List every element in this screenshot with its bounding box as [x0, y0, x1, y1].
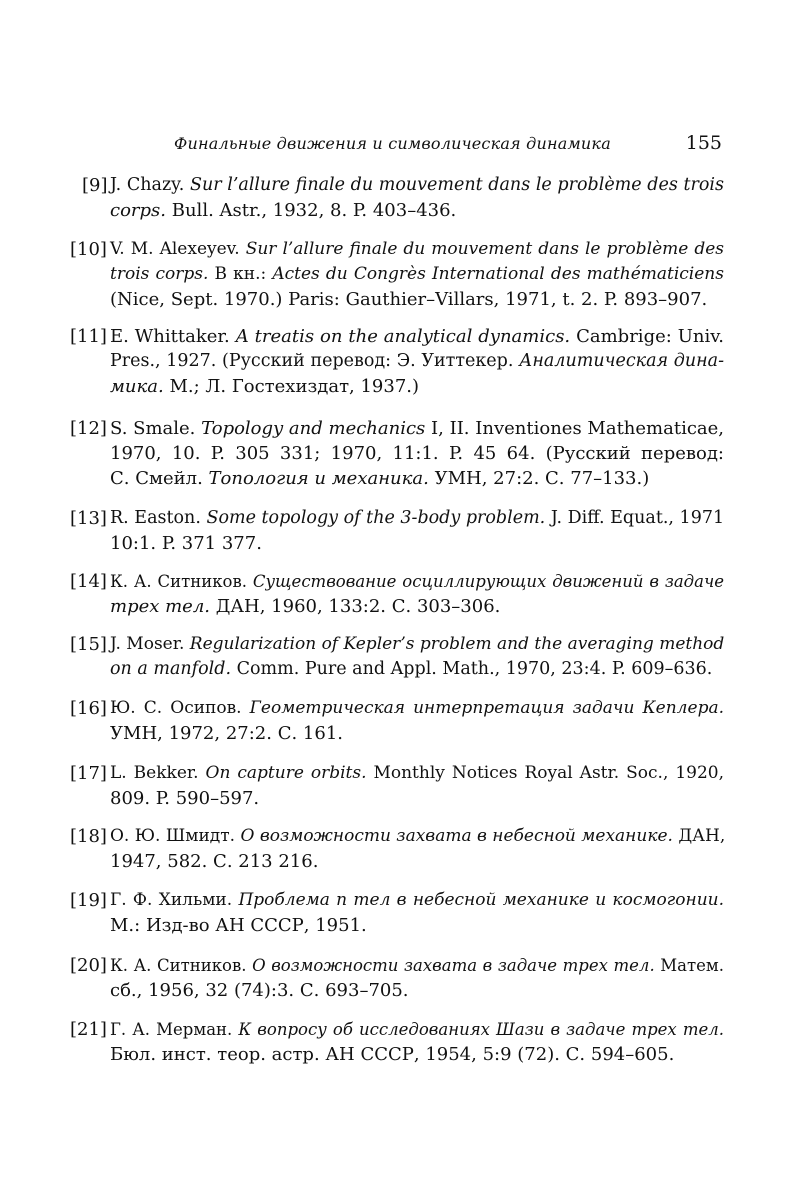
reference-number: [15]	[70, 634, 107, 655]
reference-line: V. M. Alexeyev. Sur l’allure finale du mouvement dans le problème des	[110, 239, 725, 259]
reference-number: [9]	[82, 175, 108, 196]
reference-line: J. Chazy. Sur l’allure finale du mouvement dans le problème des trois	[110, 175, 724, 195]
reference-line: 809. P. 590–597.	[110, 788, 260, 809]
reference-line: 1970, 10. P. 305 331; 1970, 11:1. P. 45 64. (Русский перевод:	[110, 443, 724, 464]
reference-line: L. Bekker. On capture orbits. Monthly Notices Royal Astr. Soc., 1920,	[110, 763, 724, 783]
reference-line: К. А. Ситников. Существование осциллирующих движений в задаче	[110, 572, 724, 591]
reference-line: сб., 1956, 32 (74):3. С. 693–705.	[110, 980, 409, 1001]
reference-number: [12]	[70, 418, 107, 439]
reference-number: [10]	[70, 239, 107, 260]
reference-number: [19]	[70, 890, 107, 911]
reference-line: Pres., 1927. (Русский перевод: Э. Уиттекер. Аналитическая дина-	[110, 351, 724, 371]
reference-line: Г. А. Мерман. К вопросу об исследованиях Шази в задаче трех тел.	[110, 1020, 725, 1039]
reference-line: мика. М.; Л. Гостехиздат, 1937.)	[110, 376, 420, 397]
reference-number: [18]	[70, 826, 107, 847]
reference-line: 10:1. P. 371 377.	[110, 533, 262, 554]
reference-line: трех тел. ДАН, 1960, 133:2. С. 303–306.	[110, 596, 501, 617]
reference-line: S. Smale. Topology and mechanics I, II. Inventiones Mathematicae,	[110, 418, 725, 439]
reference-line: М.: Изд-во АН СССР, 1951.	[110, 915, 367, 936]
reference-line: trois corps. В кн.: Actes du Congrès International des mathématiciens	[110, 264, 724, 284]
reference-line: J. Moser. Regularization of Kepler’s problem and the averaging method	[110, 634, 725, 654]
reference-line: Ю. С. Осипов. Геометрическая интерпретация задачи Кеплера.	[110, 698, 724, 718]
reference-number: [20]	[70, 955, 107, 976]
reference-line: on a manfold. Comm. Pure and Appl. Math., 1970, 23:4. P. 609–636.	[110, 659, 713, 679]
reference-number: [14]	[70, 571, 107, 592]
reference-line: С. Смейл. Топология и механика. УМН, 27:2. С. 77–133.)	[110, 468, 650, 489]
reference-number: [16]	[70, 698, 107, 719]
reference-number: [17]	[70, 763, 107, 784]
running-head	[70, 132, 722, 158]
reference-line: Г. Ф. Хильми. Проблема n тел в небесной механике и космогонии.	[110, 890, 724, 910]
reference-line: УМН, 1972, 27:2. С. 161.	[110, 723, 343, 744]
reference-line: R. Easton. Some topology of the 3-body problem. J. Diff. Equat., 1971	[110, 508, 725, 528]
reference-line: (Nice, Sept. 1970.) Paris: Gauthier–Villars, 1971, t. 2. P. 893–907.	[110, 289, 708, 310]
reference-line: Бюл. инст. теор. астр. АН СССР, 1954, 5:9 (72). С. 594–605.	[110, 1044, 675, 1065]
reference-number: [21]	[70, 1019, 107, 1040]
reference-number: [11]	[70, 326, 107, 347]
reference-line: 1947, 582. С. 213 216.	[110, 851, 319, 872]
page-number: 155	[685, 132, 722, 154]
reference-line: О. Ю. Шмидт. О возможности захвата в небесной механике. ДАН,	[110, 826, 726, 846]
reference-line: corps. Bull. Astr., 1932, 8. P. 403–436.	[110, 200, 457, 221]
reference-number: [13]	[70, 508, 107, 529]
running-title: Финальные движения и символическая динамика	[174, 134, 611, 153]
reference-line: E. Whittaker. A treatis on the analytical dynamics. Cambrige: Univ.	[110, 326, 725, 347]
reference-line: К. А. Ситников. О возможности захвата в задаче трех тел. Матем.	[110, 956, 724, 975]
